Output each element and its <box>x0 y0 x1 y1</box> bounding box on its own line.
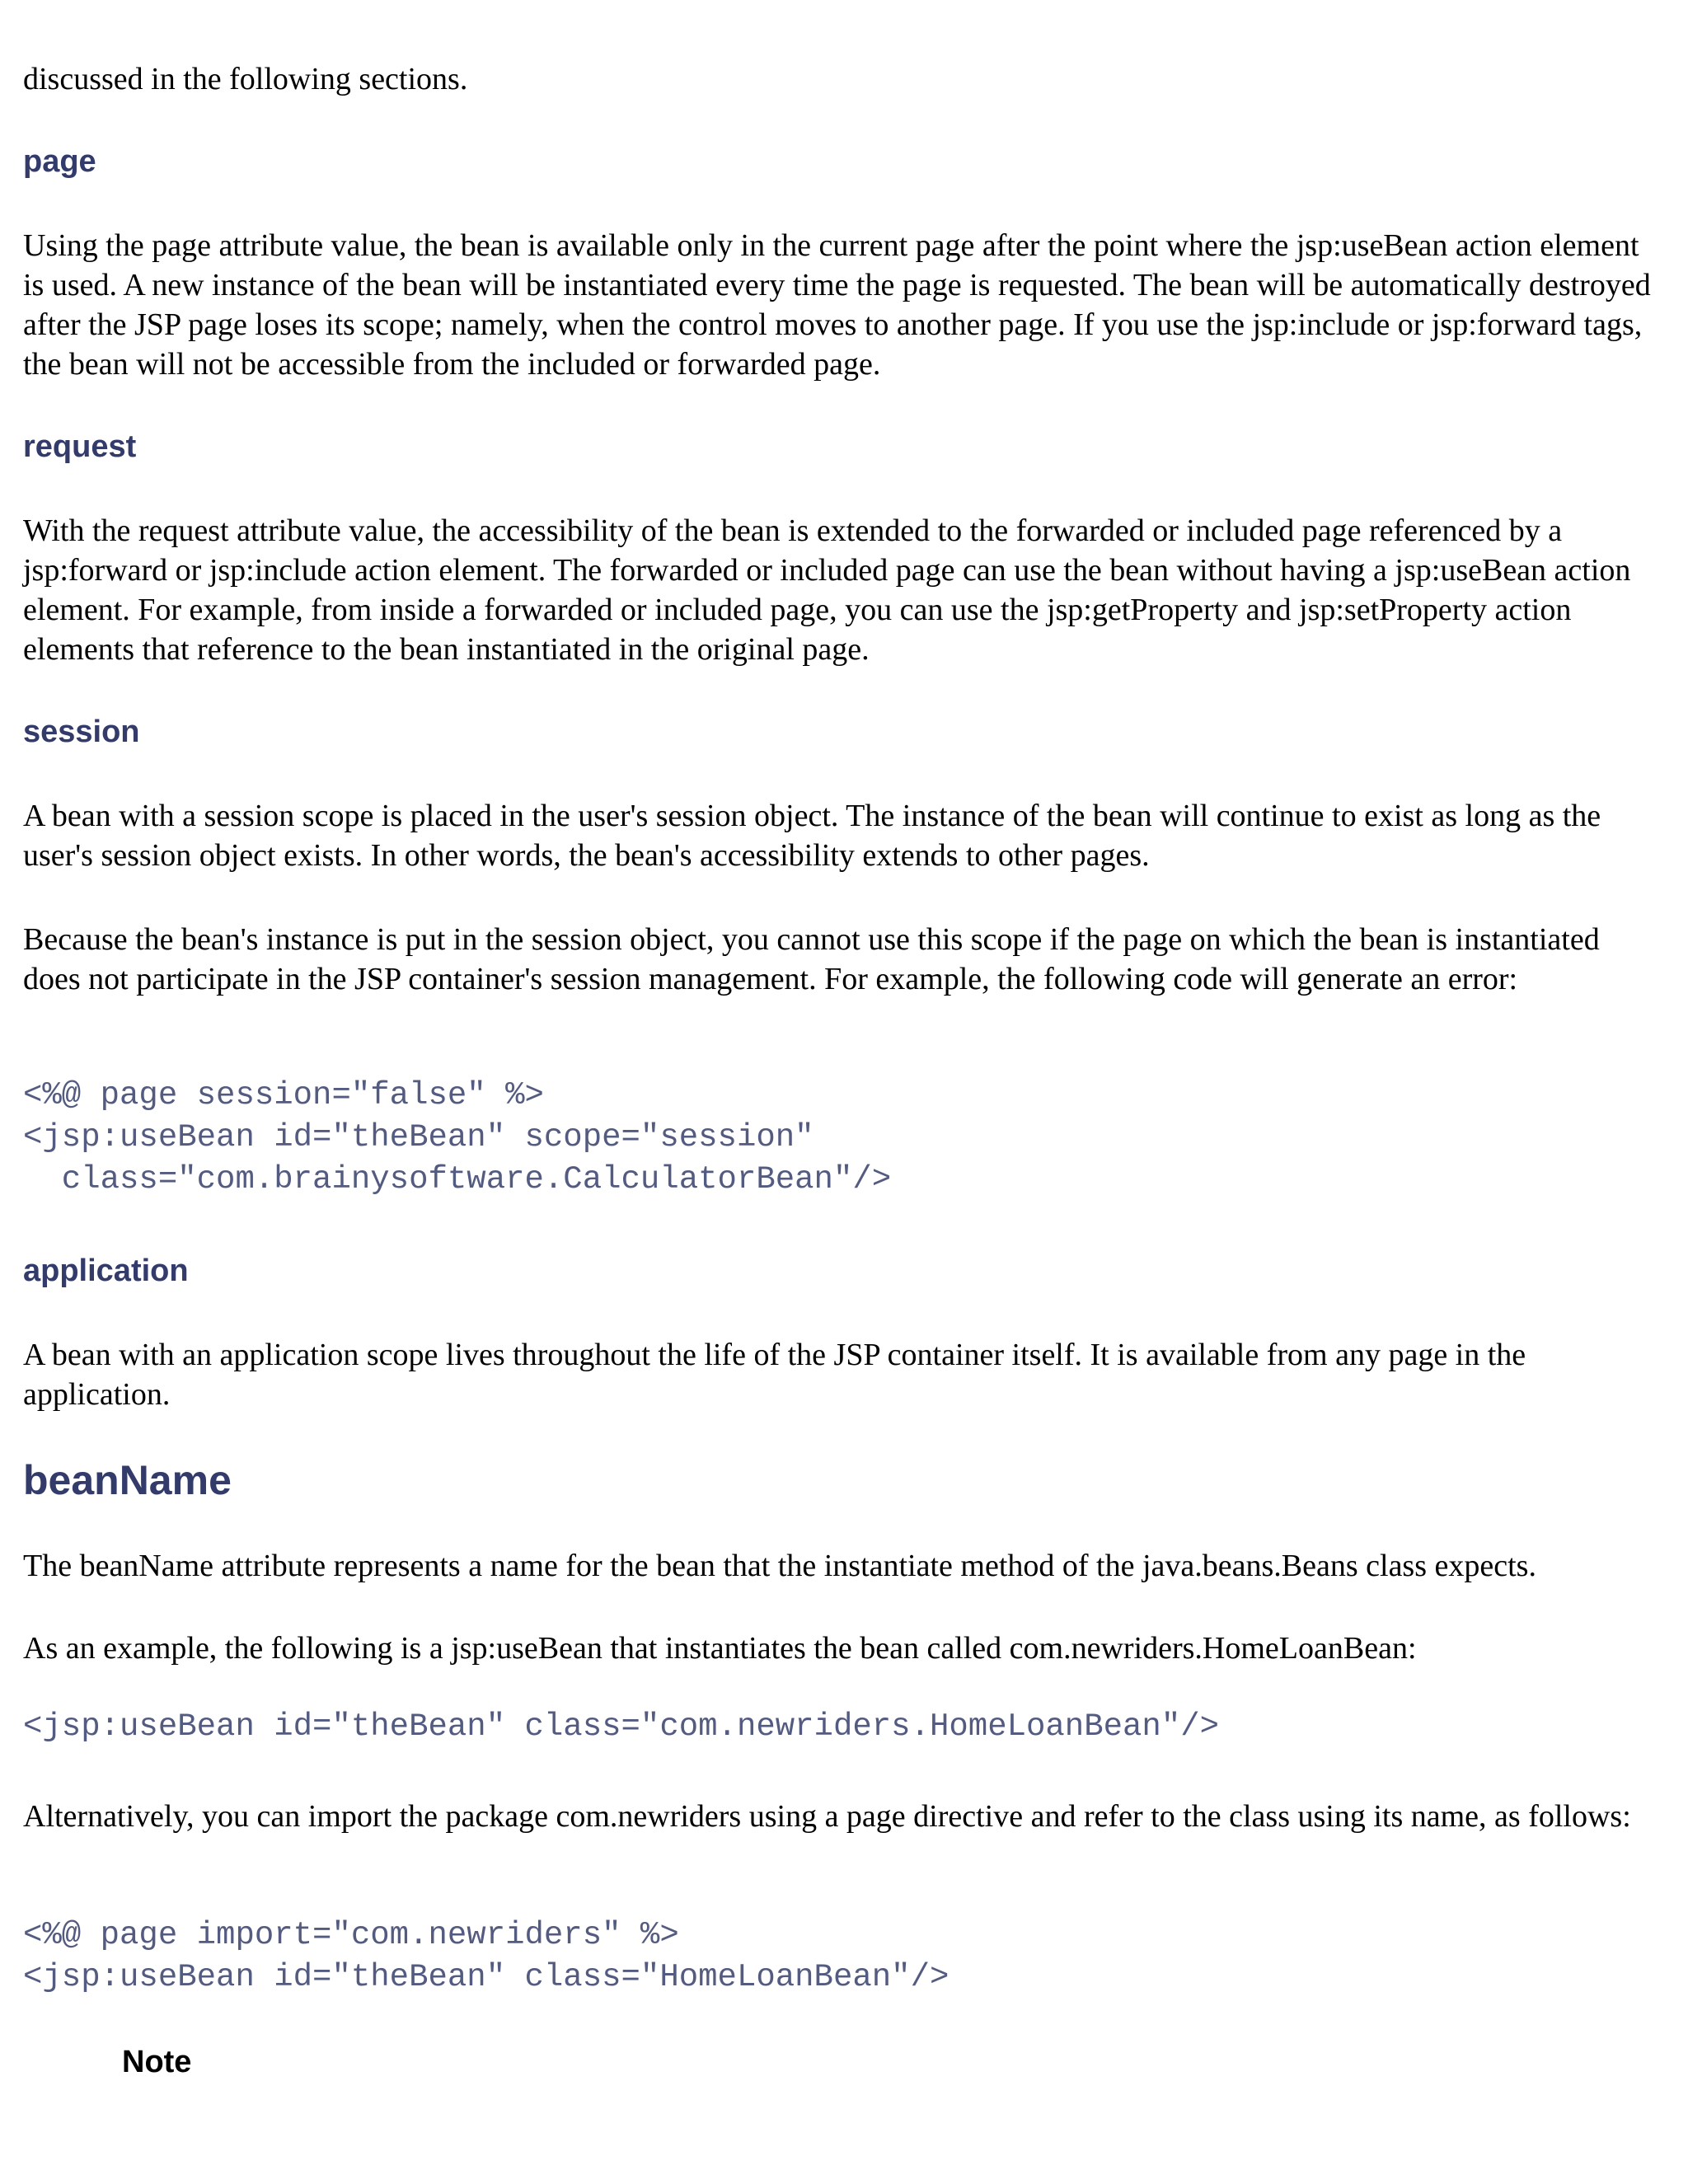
beanname-code-block-2: <%@ page import="com.newriders" %> <jsp:useBean id="theBean" class="HomeLoanBean"/> <box>23 1917 950 1995</box>
heading-application: application <box>23 1254 189 1288</box>
note-label: Note <box>122 2045 192 2079</box>
heading-session: session <box>23 715 140 749</box>
session-code-block: <%@ page session="false" %> <jsp:useBean id="theBean" scope="session" class="com.brainysoftware.CalculatorBean"/> <box>23 1077 892 1197</box>
request-scope-paragraph: With the request attribute value, the accessibility of the bean is extended to the forwarded or included page referenced by a jsp:forward or jsp:include action element. The forwarded or included page can use the bean without having a jsp:useBean action element. For example, from inside a forwarded or included page, you can use the jsp:getProperty and jsp:setProperty action elements that reference to the bean instantiated in the original page. <box>23 513 1631 667</box>
beanname-paragraph-2: As an example, the following is a jsp:useBean that instantiates the bean called com.newriders.HomeLoanBean: <box>23 1631 1417 1666</box>
heading-request: request <box>23 429 137 464</box>
beanname-paragraph-1: The beanName attribute represents a name for the bean that the instantiate method of the java.beans.Beans class expects. <box>23 1549 1536 1583</box>
intro-text: discussed in the following sections. <box>23 62 468 96</box>
beanname-code-block-1: <jsp:useBean id="theBean" class="com.newriders.HomeLoanBean"/> <box>23 1708 1220 1745</box>
beanname-paragraph-3: Alternatively, you can import the package com.newriders using a page directive and refer to the class using its name, as follows: <box>23 1799 1631 1834</box>
session-scope-paragraph-2: Because the bean's instance is put in the session object, you cannot use this scope if the page on which the bean is instantiated does not participate in the JSP container's session management. For example, the following code will generate an error: <box>23 922 1600 996</box>
heading-beanname: beanName <box>23 1457 232 1503</box>
heading-page: page <box>23 144 96 179</box>
page-scope-paragraph: Using the page attribute value, the bean is available only in the current page after the point where the jsp:useBean action element is used. A new instance of the bean will be instantiated every time the page is requested. The bean will be automatically destroyed after the JSP page loses its scope; namely, when the control moves to another page. If you use the jsp:include or jsp:forward tags, the bean will not be accessible from the included or forwarded page. <box>23 228 1651 382</box>
application-scope-paragraph: A bean with an application scope lives throughout the life of the JSP container itself. It is available from any page in the application. <box>23 1338 1526 1412</box>
session-scope-paragraph-1: A bean with a session scope is placed in the user's session object. The instance of the bean will continue to exist as long as the user's session object exists. In other words, the bean's accessibility extends to other pages. <box>23 799 1601 873</box>
